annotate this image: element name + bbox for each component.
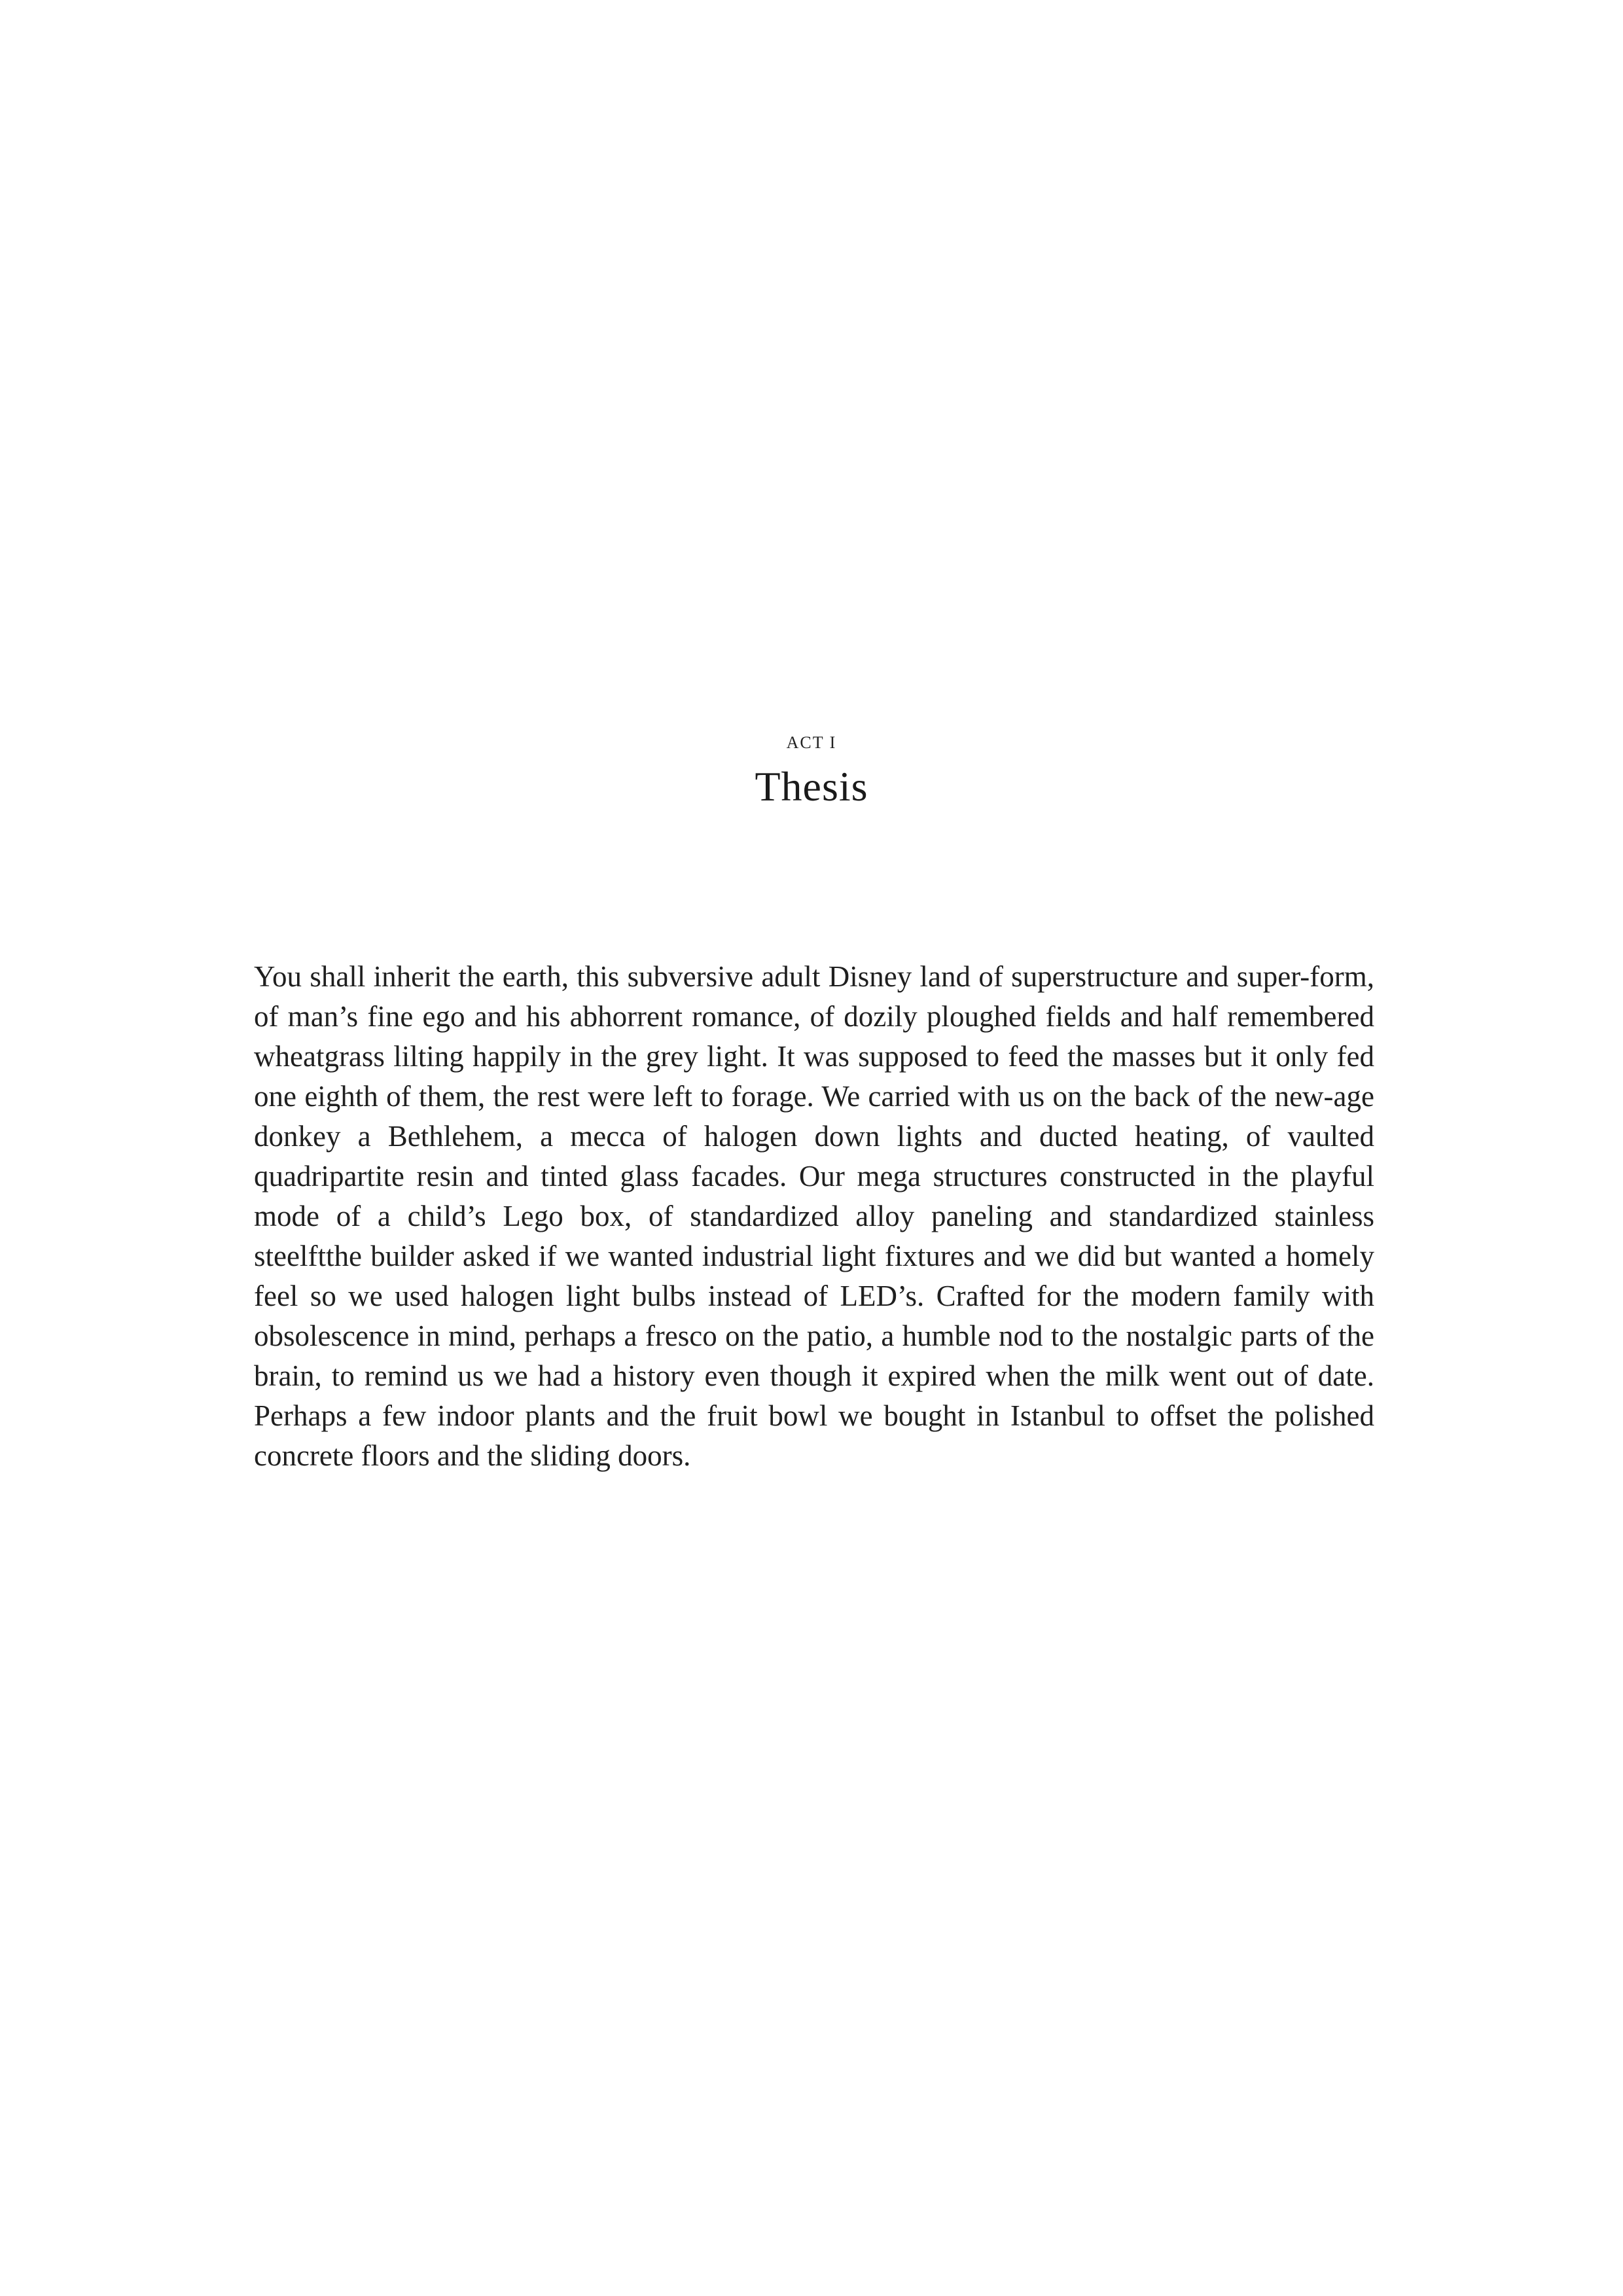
- chapter-heading: [0, 733, 1623, 812]
- act-label: ACT I: [786, 733, 837, 752]
- body-paragraph: You shall inherit the earth, this subversive adult Disney land of superstructure and super-form, of man’s fine ego and his abhorrent romance, of dozily ploughed fields and half remembered wheatgrass lilting happily in the grey light. It was supposed to feed the masses but it only fed one eighth of them, the rest were left to forage. We carried with us on the back of the new-age donkey a Bethlehem, a mecca of halogen down lights and ducted heating, of vaulted quadripartite resin and tinted glass facades. Our mega structures constructed in the playful mode of a child’s Lego box, of standardized alloy paneling and standardized stainless steelftthe builder asked if we wanted industrial light fixtures and we did but wanted a homely feel so we used halogen light bulbs instead of LED’s. Crafted for the modern family with obsolescence in mind, perhaps a fresco on the patio, a humble nod to the nostalgic parts of the brain, to remind us we had a history even though it expired when the milk went out of date. Perhaps a few indoor plants and the fruit bowl we bought in Istanbul to offset the polished concrete floors and the sliding doors.: [254, 960, 1374, 1472]
- chapter-title: Thesis: [755, 763, 868, 810]
